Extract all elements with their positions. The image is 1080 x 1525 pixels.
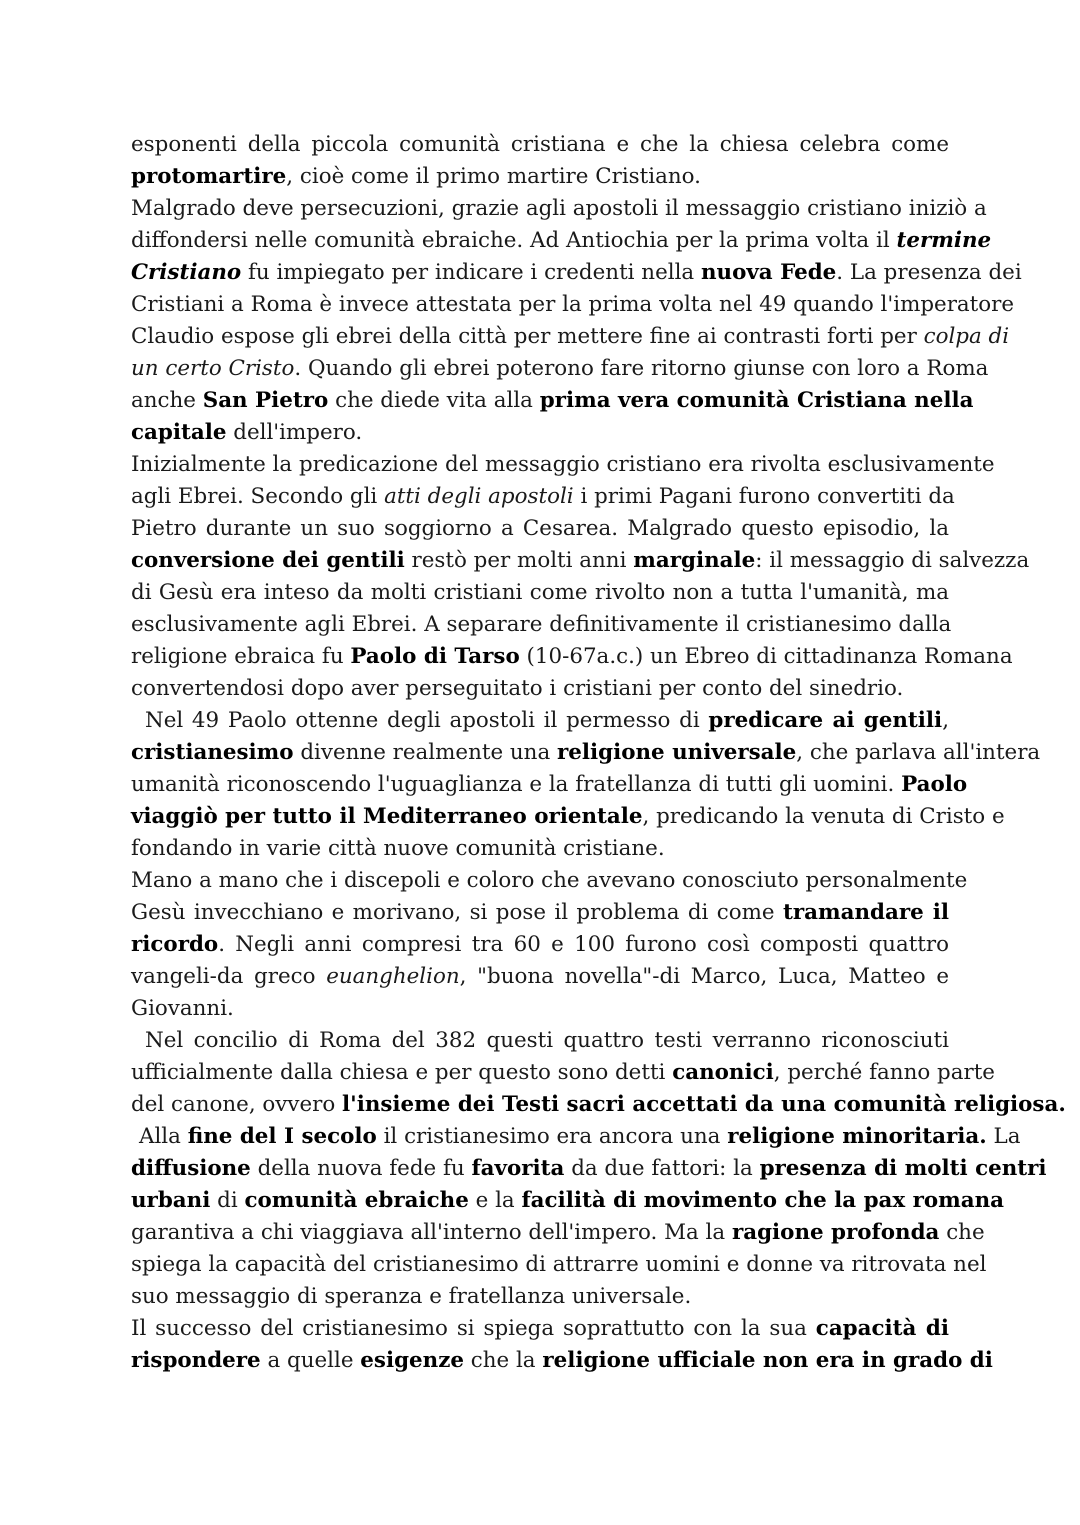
text-line bbox=[131, 961, 949, 993]
text-line bbox=[131, 481, 955, 513]
text-line bbox=[131, 1185, 1005, 1217]
body-text: Pietro durante un suo soggiorno a Cesarea. Malgrado questo episodio, la bbox=[131, 516, 949, 541]
body-text: divenne realmente una bbox=[293, 740, 558, 765]
body-text: , "buona novella"-di Marco, Luca, Matteo e bbox=[459, 964, 950, 989]
body-text: Il successo del cristianesimo si spiega soprattutto con la sua bbox=[131, 1316, 816, 1341]
bold-text: nuova Fede bbox=[700, 260, 837, 285]
body-text: . Quando gli ebrei poterono fare ritorno giunse con loro a Roma bbox=[294, 356, 989, 381]
body-text: il cristianesimo era ancora una bbox=[376, 1124, 728, 1149]
bold-text: predicare ai gentili bbox=[708, 708, 943, 733]
body-text: Mano a mano che i discepoli e coloro che avevano conosciuto personalmente bbox=[131, 868, 968, 893]
body-text: vangeli-da greco bbox=[131, 964, 327, 989]
italic-text: un certo Cristo bbox=[131, 356, 295, 381]
text-line bbox=[131, 193, 987, 225]
text-line bbox=[131, 609, 952, 641]
text-line bbox=[131, 545, 1030, 577]
bold-text: Paolo di Tarso bbox=[350, 644, 520, 669]
text-line bbox=[131, 673, 949, 705]
bold-text: favorita bbox=[471, 1156, 565, 1181]
body-text: i primi Pagani furono convertiti da bbox=[573, 484, 955, 509]
text-line bbox=[131, 1217, 985, 1249]
text-line bbox=[131, 1089, 1066, 1121]
text-line bbox=[131, 833, 949, 865]
bold-text: presenza di molti centri bbox=[759, 1156, 1047, 1181]
document-body-text bbox=[131, 129, 1066, 1377]
text-line bbox=[131, 1057, 995, 1089]
text-line bbox=[131, 321, 1010, 353]
body-text: di bbox=[210, 1188, 245, 1213]
bold-text: marginale bbox=[633, 548, 756, 573]
bold-text: conversione dei gentili bbox=[131, 548, 405, 573]
bold-text: protomartire bbox=[131, 164, 287, 189]
bold-text: comunità ebraiche bbox=[244, 1188, 469, 1213]
body-text: Giovanni. bbox=[131, 996, 234, 1021]
body-text: Claudio espose gli ebrei della città per mettere fine ai contrasti forti per bbox=[131, 324, 924, 349]
text-line bbox=[131, 1249, 987, 1281]
text-line bbox=[131, 1153, 1047, 1185]
bold-text: religione ufficiale non era in grado di bbox=[542, 1348, 993, 1373]
text-line bbox=[131, 577, 949, 609]
body-text: esponenti della piccola comunità cristiana e che la chiesa celebra come bbox=[131, 132, 949, 157]
body-text: fondando in varie città nuove comunità cristiane. bbox=[131, 836, 665, 861]
bold-text: l'insieme dei Testi sacri accettati da una comunità religiosa. bbox=[342, 1092, 1066, 1117]
body-text: e la bbox=[468, 1188, 522, 1213]
text-line bbox=[131, 1313, 949, 1345]
body-text: del canone, ovvero bbox=[131, 1092, 343, 1117]
text-line bbox=[131, 1345, 993, 1377]
text-line bbox=[131, 161, 949, 193]
body-text: umanità riconoscendo l'uguaglianza e la fratellanza di tutti gli uomini. bbox=[131, 772, 902, 797]
text-line bbox=[131, 1025, 949, 1057]
body-text: Alla bbox=[139, 1124, 188, 1149]
body-text: convertendosi dopo aver perseguitato i cristiani per conto del sinedrio. bbox=[131, 676, 904, 701]
body-text: (10-67a.c.) un Ebreo di cittadinanza Romana bbox=[519, 644, 1013, 669]
bold-text: urbani bbox=[131, 1188, 211, 1213]
text-line bbox=[131, 289, 1015, 321]
bold-text: canonici bbox=[672, 1060, 774, 1085]
body-text: Cristiani a Roma è invece attestata per la prima volta nel 49 quando l'imperatore bbox=[131, 292, 1015, 317]
body-text: di Gesù era inteso da molti cristiani come rivolto non a tutta l'umanità, ma bbox=[131, 580, 949, 605]
bold-text: tramandare il bbox=[782, 900, 950, 925]
italic-text: colpa di bbox=[923, 324, 1010, 349]
bold-text: religione minoritaria. bbox=[727, 1124, 987, 1149]
body-text: dell'impero. bbox=[226, 420, 363, 445]
bold-text: rispondere bbox=[131, 1348, 261, 1373]
body-text: . Negli anni compresi tra 60 e 100 furono così composti quattro bbox=[218, 932, 949, 957]
bold-text: San Pietro bbox=[202, 388, 329, 413]
body-text: Gesù invecchiano e morivano, si pose il problema di come bbox=[131, 900, 783, 925]
text-line bbox=[131, 993, 949, 1025]
bold-text: facilità di movimento che la pax romana bbox=[521, 1188, 1005, 1213]
bold-text bbox=[896, 228, 991, 253]
body-text: che diede vita alla bbox=[328, 388, 540, 413]
text-line bbox=[131, 129, 949, 161]
emphasis-text: Cristiano bbox=[131, 260, 242, 285]
text-line bbox=[131, 1281, 949, 1313]
bold-text: ragione profonda bbox=[731, 1220, 940, 1245]
text-line bbox=[131, 737, 1041, 769]
body-text: Nel concilio di Roma del 382 questi quattro testi verranno riconosciuti bbox=[145, 1028, 949, 1053]
bold-text: Paolo bbox=[901, 772, 968, 797]
body-text: esclusivamente agli Ebrei. A separare definitivamente il cristianesimo dalla bbox=[131, 612, 952, 637]
body-text: restò per molti anni bbox=[404, 548, 634, 573]
body-text: La bbox=[986, 1124, 1021, 1149]
body-text: , predicando la venuta di Cristo e bbox=[642, 804, 1005, 829]
body-text: da due fattori: la bbox=[564, 1156, 760, 1181]
bold-text: religione universale bbox=[557, 740, 797, 765]
body-text: Inizialmente la predicazione del messaggio cristiano era rivolta esclusivamente bbox=[131, 452, 995, 477]
body-text: anche bbox=[131, 388, 203, 413]
body-text: ufficialmente dalla chiesa e per questo sono detti bbox=[131, 1060, 673, 1085]
italic-text: atti degli apostoli bbox=[384, 484, 574, 509]
body-text: spiega la capacità del cristianesimo di attrarre uomini e donne va ritrovata nel bbox=[131, 1252, 987, 1277]
text-line bbox=[131, 801, 1005, 833]
bold-text: diffusione bbox=[131, 1156, 251, 1181]
body-text: , cioè come il primo martire Cristiano. bbox=[286, 164, 701, 189]
body-text: fu impiegato per indicare i credenti nella bbox=[241, 260, 701, 285]
emphasis-text: termine bbox=[896, 228, 992, 253]
text-line bbox=[131, 385, 974, 417]
body-text: , perché fanno parte bbox=[773, 1060, 995, 1085]
bold-text: fine del I secolo bbox=[187, 1124, 377, 1149]
bold-text: prima vera comunità Cristiana nella bbox=[539, 388, 974, 413]
body-text: Nel 49 Paolo ottenne degli apostoli il permesso di bbox=[145, 708, 709, 733]
text-line bbox=[131, 865, 968, 897]
body-text: , che parlava all'intera bbox=[796, 740, 1041, 765]
body-text: che la bbox=[463, 1348, 543, 1373]
bold-text: cristianesimo bbox=[131, 740, 294, 765]
body-text: diffondersi nelle comunità ebraiche. Ad Antiochia per la prima volta il bbox=[131, 228, 897, 253]
text-line bbox=[131, 257, 1022, 289]
text-line bbox=[131, 417, 949, 449]
text-line bbox=[131, 929, 949, 961]
body-text: a quelle bbox=[260, 1348, 361, 1373]
bold-text: capitale bbox=[131, 420, 227, 445]
bold-text: capacità di bbox=[815, 1316, 949, 1341]
body-text: garantiva a chi viaggiava all'interno dell'impero. Ma la bbox=[131, 1220, 732, 1245]
bold-text: esigenze bbox=[360, 1348, 464, 1373]
body-text: della nuova fede fu bbox=[250, 1156, 472, 1181]
body-text: , bbox=[942, 708, 949, 733]
text-line bbox=[131, 641, 1013, 673]
text-line bbox=[131, 769, 968, 801]
bold-text: ricordo bbox=[131, 932, 219, 957]
body-text: agli Ebrei. Secondo gli bbox=[131, 484, 385, 509]
body-text: Malgrado deve persecuzioni, grazie agli apostoli il messaggio cristiano iniziò a bbox=[131, 196, 987, 221]
body-text: : il messaggio di salvezza bbox=[755, 548, 1030, 573]
text-line bbox=[131, 225, 992, 257]
text-line bbox=[131, 705, 949, 737]
bold-text bbox=[131, 260, 241, 285]
text-line bbox=[131, 1121, 1021, 1153]
text-line bbox=[131, 897, 949, 929]
body-text: suo messaggio di speranza e fratellanza universale. bbox=[131, 1284, 692, 1309]
bold-text: viaggiò per tutto il Mediterraneo orientale bbox=[131, 804, 643, 829]
text-line bbox=[131, 353, 989, 385]
body-text: religione ebraica fu bbox=[131, 644, 351, 669]
text-line bbox=[131, 513, 949, 545]
body-text: che bbox=[939, 1220, 985, 1245]
body-text: . La presenza dei bbox=[836, 260, 1022, 285]
italic-text: euanghelion bbox=[326, 964, 460, 989]
text-line bbox=[131, 449, 995, 481]
